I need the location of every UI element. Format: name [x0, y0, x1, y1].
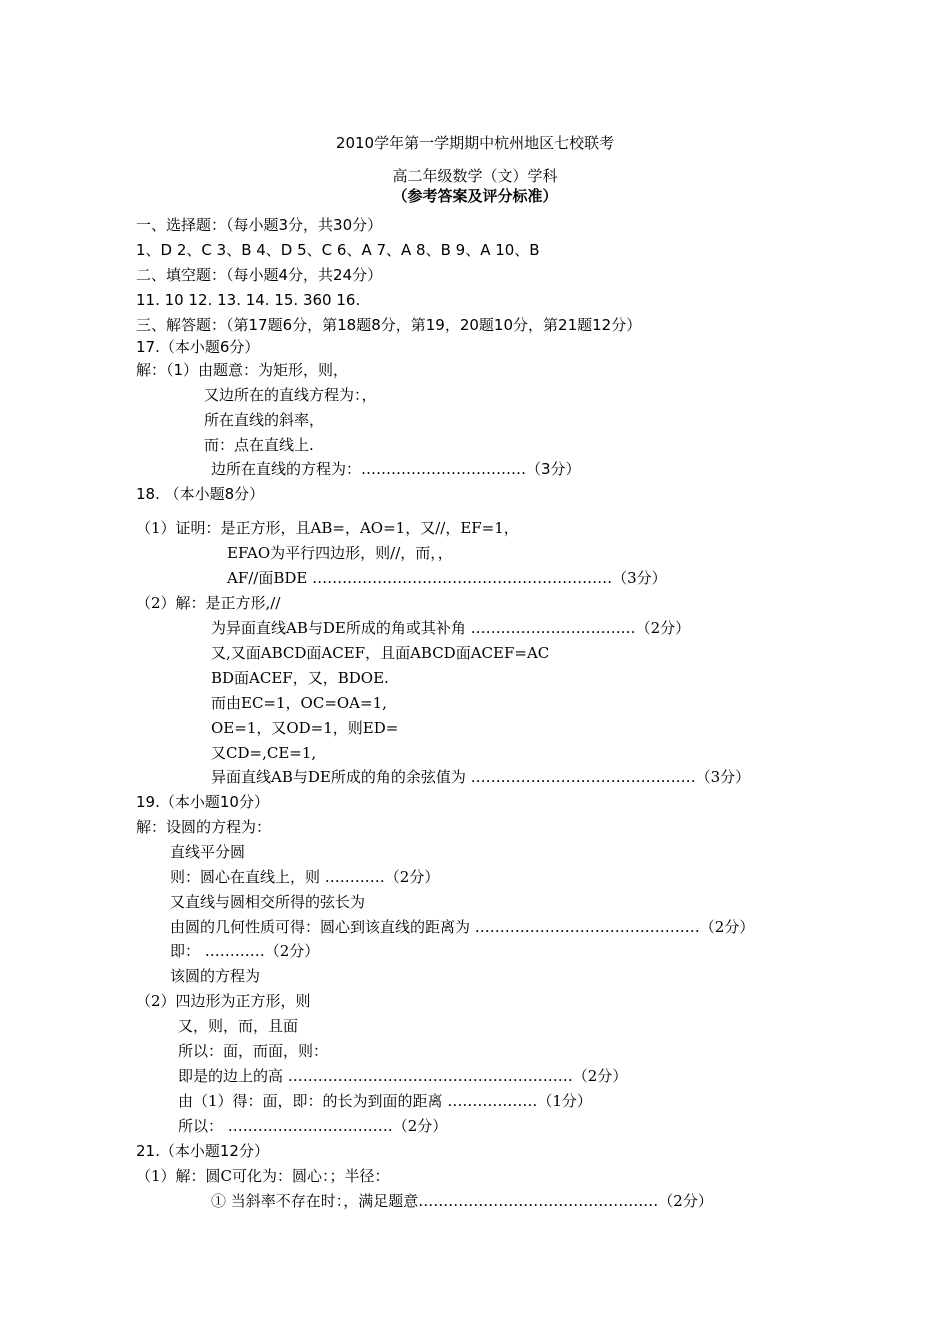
fill-answers: 11. 10 12. 13. 14. 15. 360 16. [136, 291, 361, 309]
text-line: 直线平分圆 [170, 843, 246, 861]
section-heading-fill: 二、填空题：（每小题4分，共24分） [136, 266, 383, 284]
text-line: 而由EC=1，OC=OA=1, [211, 694, 387, 712]
problem-17-heading: 17.（本小题6分） [136, 338, 260, 356]
text-line: （2）四边形为正方形，则 [136, 992, 311, 1010]
text-line: （1）解：圆C可化为：圆心：；半径： [136, 1167, 390, 1185]
text-line: EFAO为平行四边形，则//，而，， [227, 544, 453, 562]
problem-19-heading: 19.（本小题10分） [136, 793, 269, 811]
text-line: 所在直线的斜率， [204, 411, 325, 429]
text-line: （2）解：是正方形,// [136, 594, 281, 612]
text-line: ① 当斜率不存在时：，满足题意…………………………………………（2分） [211, 1192, 713, 1210]
document-title: 2010学年第一学期期中杭州地区七校联考 [335, 134, 615, 152]
text-line: 而：点在直线上. [204, 436, 314, 454]
text-line: 边所在直线的方程为：……………………………（3分） [211, 460, 581, 478]
text-line: 解：设圆的方程为： [136, 818, 272, 836]
text-line: 又边所在的直线方程为：， [204, 386, 377, 404]
text-line: 又直线与圆相交所得的弦长为 [170, 893, 366, 911]
text-line: 即： …………（2分） [170, 942, 320, 960]
text-line: BD面ACEF，又，BDOE. [211, 669, 389, 687]
problem-21-heading: 21.（本小题12分） [136, 1142, 269, 1160]
text-line: 解：（1）由题意：为矩形，则， [136, 361, 349, 379]
text-line: 该圆的方程为 [170, 967, 261, 985]
text-line: 为异面直线AB与DE所成的角或其补角 ……………………………（2分） [211, 619, 691, 637]
text-line: OE=1，又OD=1，则ED= [211, 719, 399, 737]
text-line: 由（1）得：面，即：的长为到面的距离 ………………（1分） [178, 1092, 592, 1110]
text-line: 则：圆心在直线上，则 …………（2分） [170, 868, 440, 886]
text-line: 又,又面ABCD面ACEF，且面ABCD面ACEF=AC [211, 644, 550, 662]
text-line: 又CD=,CE=1, [211, 744, 317, 762]
document-note: （参考答案及评分标准） [392, 187, 558, 205]
problem-18-heading: 18. （本小题8分） [136, 485, 265, 503]
text-line: 由圆的几何性质可得：圆心到该直线的距离为 ………………………………………（2分） [170, 918, 755, 936]
text-line: 又，则，而，且面 [178, 1017, 299, 1035]
text-line: 异面直线AB与DE所成的角的余弦值为 ………………………………………（3分） [211, 768, 751, 786]
document-subtitle: 高二年级数学（文）学科 [392, 167, 558, 185]
text-line: 所以： ……………………………（2分） [178, 1117, 448, 1135]
text-line: （1）证明：是正方形，且AB=，AO=1，又//，EF=1， [136, 519, 519, 537]
section-heading-solve: 三、解答题：（第17题6分，第18题8分，第19，20题10分，第21题12分） [136, 316, 642, 334]
text-line: 所以：面，而面，则： [178, 1042, 329, 1060]
text-line: 即是的边上的高 …………………………………………………（2分） [178, 1067, 628, 1085]
choice-answers: 1、D 2、C 3、B 4、D 5、C 6、A 7、A 8、B 9、A 10、B [136, 241, 540, 259]
text-line: AF//面BDE ……………………………………………………（3分） [227, 569, 667, 587]
section-heading-choice: 一、选择题：（每小题3分，共30分） [136, 216, 383, 234]
